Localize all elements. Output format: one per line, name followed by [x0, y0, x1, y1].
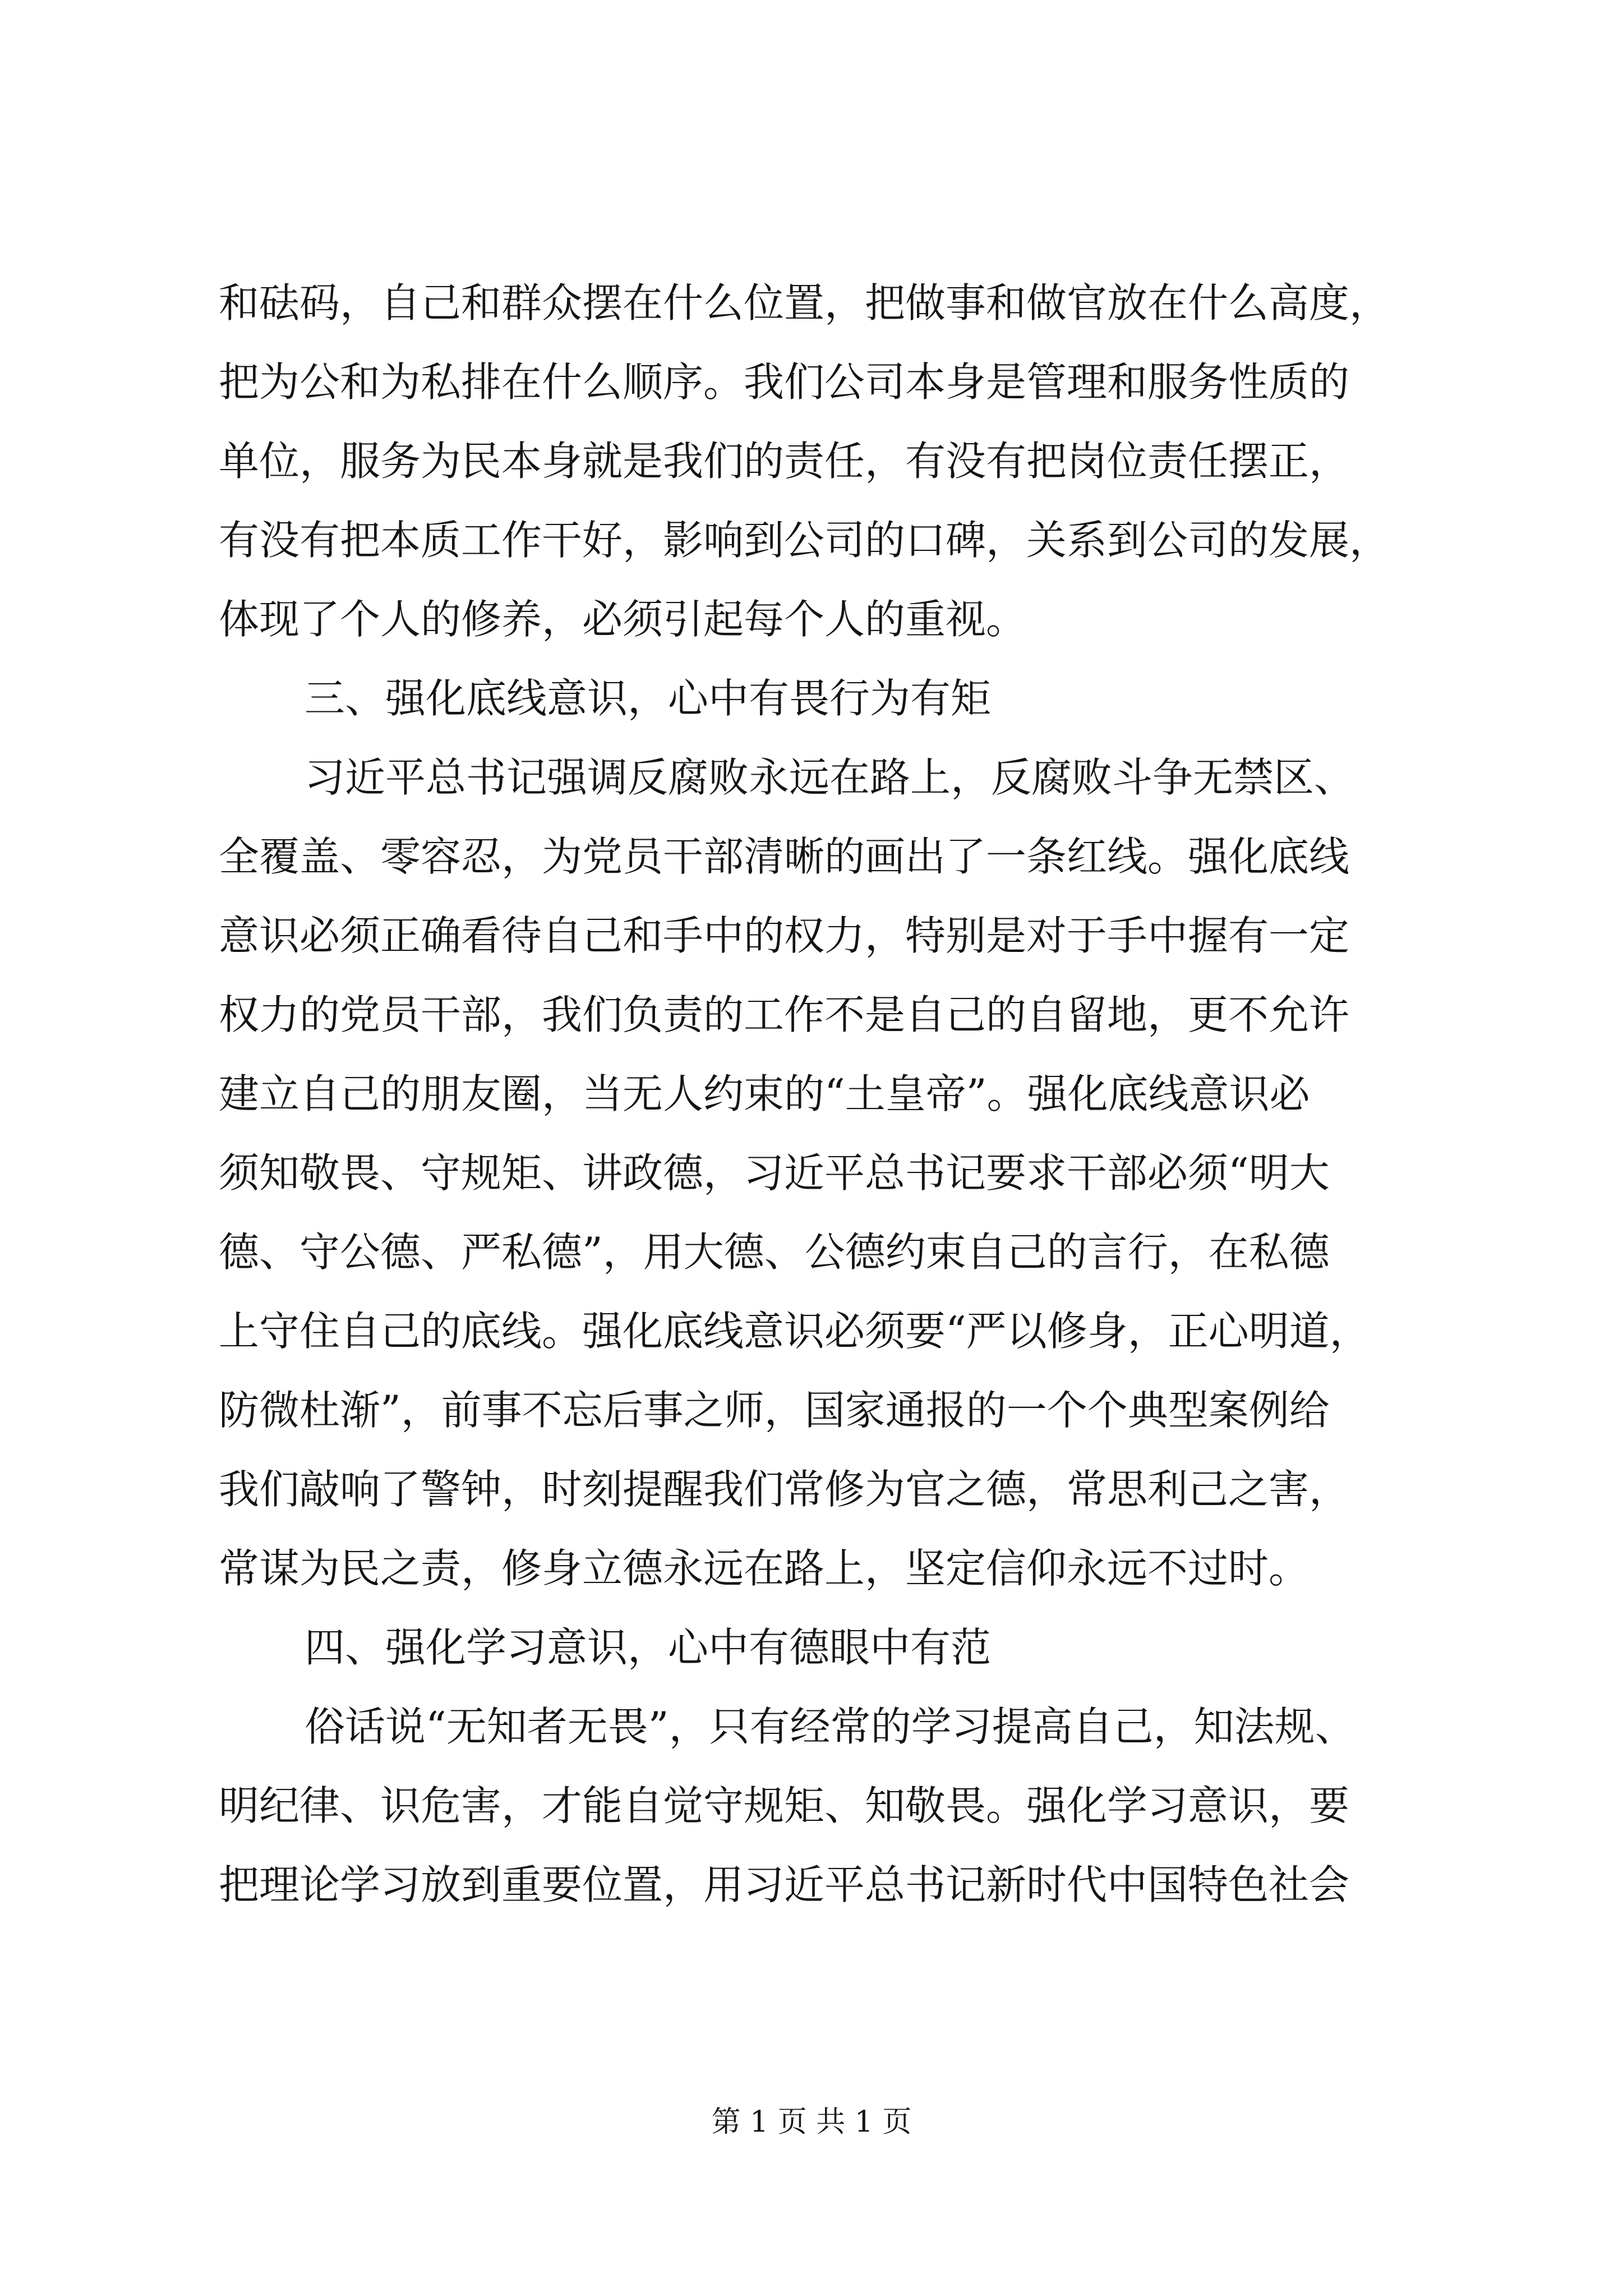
body-line: 单位，服务为民本身就是我们的责任，有没有把岗位责任摆正， [219, 438, 1350, 485]
section-heading-3: 三、强化底线意识，心中有畏行为有矩 [305, 675, 992, 722]
paragraph-first-line: 俗话说“无知者无畏”，只有经常的学习提高自己，知法规、 [305, 1703, 1355, 1750]
body-line: 常谋为民之责，修身立德永远在路上，坚定信仰永远不过时。 [219, 1545, 1310, 1592]
section-heading-4: 四、强化学习意识，心中有德眼中有范 [305, 1624, 992, 1671]
body-line: 我们敲响了警钟，时刻提醒我们常修为官之德，常思利己之害， [219, 1466, 1350, 1513]
body-line: 权力的党员干部，我们负责的工作不是自己的自留地，更不允许 [219, 991, 1350, 1038]
body-line: 把理论学习放到重要位置，用习近平总书记新时代中国特色社会 [219, 1861, 1350, 1908]
body-line: 意识必须正确看待自己和手中的权力，特别是对于手中握有一定 [219, 912, 1350, 959]
page-number-footer: 第 1 页 共 1 页 [711, 2105, 912, 2139]
body-line: 上守住自己的底线。强化底线意识必须要“严以修身，正心明道， [219, 1308, 1370, 1355]
body-line: 和砝码，自己和群众摆在什么位置，把做事和做官放在什么高度， [219, 279, 1390, 326]
body-line: 全覆盖、零容忍，为党员干部清晰的画出了一条红线。强化底线 [219, 833, 1350, 880]
body-line: 德、守公德、严私德”，用大德、公德约束自己的言行，在私德 [219, 1228, 1330, 1276]
document-body [219, 264, 1436, 1925]
body-line: 须知敬畏、守规矩、讲政德，习近平总书记要求干部必须“明大 [219, 1149, 1330, 1197]
body-line: 建立自己的朋友圈，当无人约束的“土皇帝”。强化底线意识必 [219, 1070, 1310, 1117]
body-line: 体现了个人的修养，必须引起每个人的重视。 [219, 596, 1027, 643]
body-line: 防微杜渐”，前事不忘后事之师，国家通报的一个个典型案例给 [219, 1387, 1330, 1434]
body-line: 把为公和为私排在什么顺序。我们公司本身是管理和服务性质的 [219, 358, 1350, 406]
body-line: 明纪律、识危害，才能自觉守规矩、知敬畏。强化学习意识，要 [219, 1782, 1350, 1829]
paragraph-first-line: 习近平总书记强调反腐败永远在路上，反腐败斗争无禁区、 [305, 754, 1355, 801]
body-line: 有没有把本质工作干好，影响到公司的口碑，关系到公司的发展， [219, 517, 1390, 564]
